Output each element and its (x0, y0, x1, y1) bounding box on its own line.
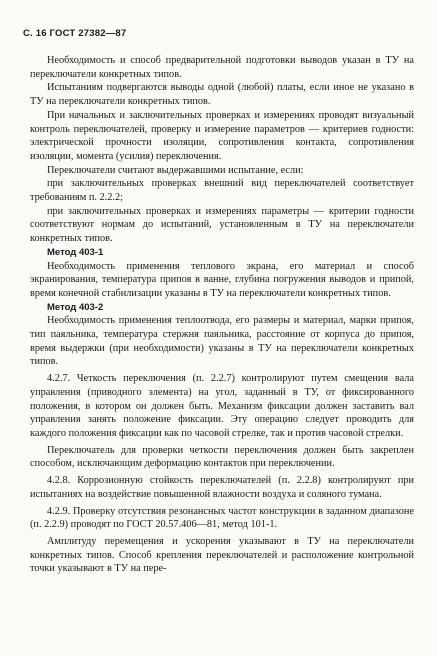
paragraph: при заключительных проверках внешний вид переключателей соответствует требованиям п. 2.2.2; (30, 178, 414, 204)
paragraph: 4.2.8. Коррозионную стойкость переключателей (п. 2.2.8) контролируют при испытаниях на воздействие повышенной влажности воздуха и соляного тумана. (30, 475, 414, 500)
method-heading: Метод 403-1 (47, 246, 104, 258)
paragraph: Переключатель для проверки четкости переключения должен быть закреплен способом, исключающим деформацию контактов при переключении. (30, 444, 414, 470)
paragraph: при заключительных проверках и измерениях параметры — критерии годности соответствуют нормам до испытаний, установленным в ТУ на переключатели конкретных типов. (30, 205, 414, 245)
paragraph: Амплитуду перемещения и ускорения указывают в ТУ на переключатели конкретных типов. Способ крепления переключателей и расположение контрольной точки указывают в ТУ на пере- (30, 535, 414, 575)
paragraph: Необходимость и способ предварительной подготовки выводов указан в ТУ на переключатели конкретных типов. (30, 55, 414, 80)
paragraph: Необходимость применения теплового экрана, его материал и способ экранирования, температура припоя в ванне, глубина погружения выводов и припой, время конечной стабилизации указаны в ТУ на переключатели конкретных типов. (30, 260, 414, 299)
page-header: С. 16 ГОСТ 27382—87 (23, 28, 127, 39)
paragraph: 4.2.9. Проверку отсутствия резонансных частот конструкции в заданном диапазоне (п. 2.2.9) проводят по ГОСТ 20.57.406—81, метод 101-1. (30, 505, 414, 531)
paragraph: Необходимость применения теплоотвода, его размеры и материал, марки припоя, тип паяльника, температура стержня паяльника, расстояние от корпуса до припоя, время выдержки (при необходимости) указаны в ТУ на переключатели конкретных типов. (30, 315, 414, 368)
method-heading: Метод 403-2 (47, 301, 104, 313)
page-body (30, 54, 414, 576)
paragraph: 4.2.7. Четкость переключения (п. 2.2.7) контролируют путем смещения вала управления (приводного элемента) на угол, заданный в ТУ, от фиксированного положения, в котором он должен быть. Механизм фиксации должен заставить вал управления занять положение фиксации. Эту операцию следует проводить для каждого положения фиксации как по часовой стрелке, так и против часовой стрелки. (30, 373, 414, 439)
paragraph: При начальных и заключительных проверках и измерениях проводят визуальный контроль переключателей, проверку и измерение параметров — критериев годности: электрической прочности изоляции, сопротивления контакта, сопротивления изоляции, момента (усилия) переключения. (30, 109, 414, 162)
paragraph: Испытаниям подвергаются выводы одной (любой) платы, если иное не указано в ТУ на переключатели конкретных типов. (30, 82, 414, 108)
paragraph: Переключатели считают выдержавшими испытание, если: (47, 164, 304, 176)
